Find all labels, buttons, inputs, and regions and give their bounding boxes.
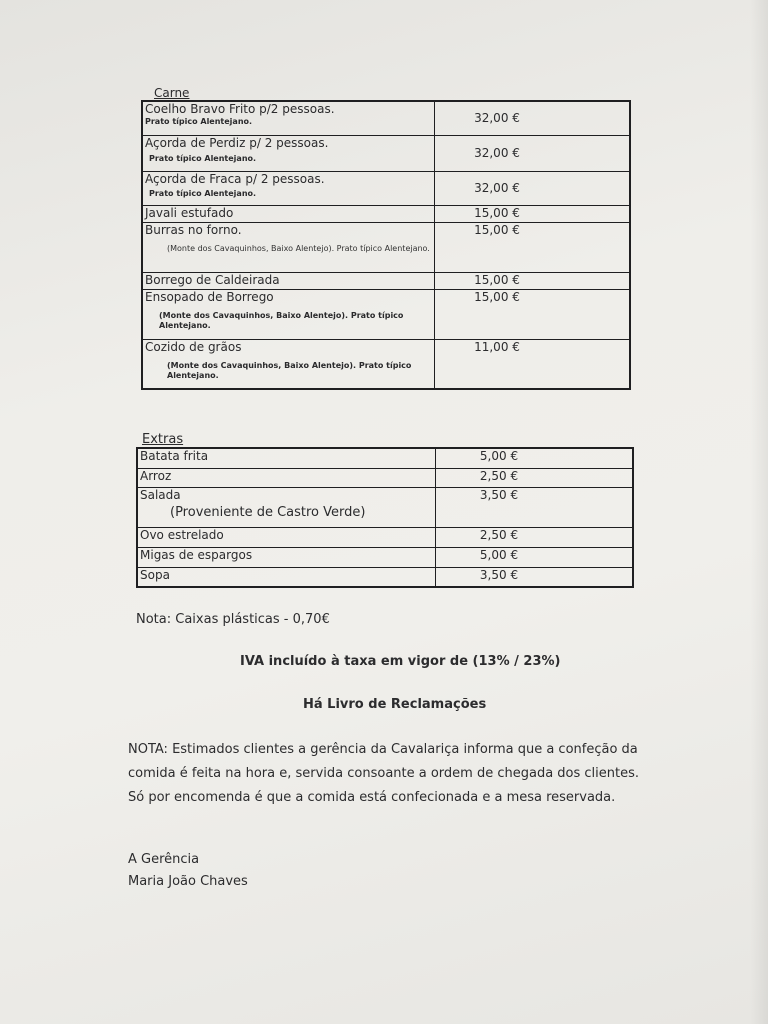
dish-name: Borrego de Caldeirada [145,272,280,287]
table-row [137,547,633,567]
price-cell: 32,00 € [435,171,631,205]
dish-subtitle: Prato típico Alentejano. [145,117,253,126]
table-row [137,448,633,468]
extra-cell: Arroz [137,468,436,487]
dish-cell [142,289,435,339]
dish-subtitle: (Monte dos Cavaquinhos, Baixo Alentejo). Prato típico Alentejano. [167,243,430,253]
table-row [142,205,630,222]
dish-name: Burras no forno. [145,222,242,237]
price-cell: 3,50 € [436,567,634,587]
dish-cell [142,272,435,289]
price-cell: 15,00 € [435,222,631,272]
dish-name: Ensopado de Borrego [145,289,274,304]
price-cell: 5,00 € [436,448,634,468]
dish-subtitle: Prato típico Alentejano. [149,188,257,198]
extra-cell: Sopa [137,567,436,587]
dish-cell [142,222,435,272]
price-cell: 2,50 € [436,527,634,547]
dish-cell [142,205,435,222]
dish-cell [142,135,435,171]
price-cell: 15,00 € [435,205,631,222]
price-cell: 15,00 € [435,272,631,289]
dish-name: Açorda de Perdiz p/ 2 pessoas. [145,135,329,150]
dish-name: Coelho Bravo Frito p/2 pessoas. [145,102,335,116]
table-row [142,135,630,171]
price-cell: 5,00 € [436,547,634,567]
extra-name: Salada [140,487,181,502]
dish-subtitle: Prato típico Alentejano. [149,153,257,163]
signature-line-2: Maria João Chaves [128,874,248,889]
carne-section-title: Carne [154,86,190,100]
extra-subtitle: (Proveniente de Castro Verde) [170,504,366,520]
table-row [137,468,633,487]
price-cell: 3,50 € [436,487,634,527]
table-row [142,339,630,389]
table-row [137,527,633,547]
table-row [137,567,633,587]
dish-cell [142,171,435,205]
table-row [142,101,630,135]
boxes-note: Nota: Caixas plásticas - 0,70€ [136,612,330,627]
extra-cell: Ovo estrelado [137,527,436,547]
complaints-book-note: Há Livro de Reclamações [303,697,487,712]
price-cell: 32,00 € [435,101,631,135]
price-cell: 15,00 € [435,289,631,339]
signature-line-1: A Gerência [128,852,200,867]
dish-subtitle: (Monte dos Cavaquinhos, Baixo Alentejo). Prato típico Alentejano. [167,360,412,380]
price-cell: 32,00 € [435,135,631,171]
extra-cell [137,487,436,527]
dish-name: Javali estufado [145,205,234,220]
table-row [142,272,630,289]
extras-table [136,447,634,588]
general-note: NOTA: Estimados clientes a gerência da Cavalariça informa que a confeção da comida é feita na hora e, servida consoante a ordem de chegada dos clientes. Só por encomenda é que a comida está confecionada e a mesa reservada. [128,742,640,805]
carne-table [141,100,631,390]
table-row [142,222,630,272]
dish-cell [142,339,435,389]
price-cell: 11,00 € [435,339,631,389]
extras-section-title: Extras [142,432,184,447]
price-cell: 2,50 € [436,468,634,487]
paper-edge-shadow [750,0,768,1024]
dish-name: Açorda de Fraca p/ 2 pessoas. [145,171,325,186]
extra-cell: Batata frita [137,448,436,468]
dish-name: Cozido de grãos [145,339,242,354]
dish-subtitle: (Monte dos Cavaquinhos, Baixo Alentejo). Prato típico Alentejano. [159,310,404,330]
extra-cell: Migas de espargos [137,547,436,567]
table-row [142,289,630,339]
table-row [142,171,630,205]
table-row [137,487,633,527]
dish-cell [142,101,435,135]
vat-note: IVA incluído à taxa em vigor de (13% / 23%) [240,654,561,669]
